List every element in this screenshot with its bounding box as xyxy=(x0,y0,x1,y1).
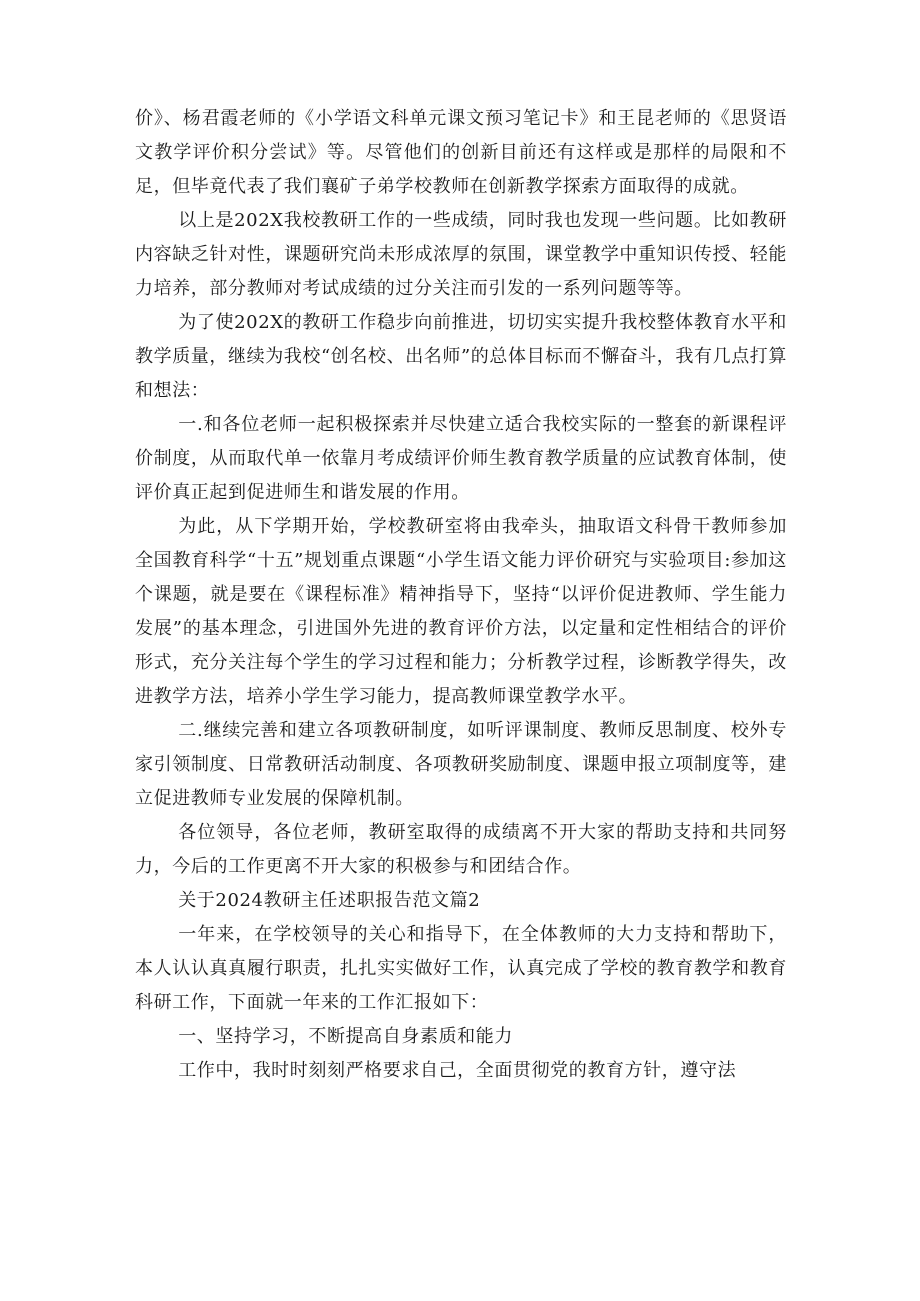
paragraph-plan-one: 一.和各位老师一起积极探索并尽快建立适合我校实际的一整套的新课程评价制度，从而取代单一依靠月考成绩评价师生教育教学质量的应试教育体制，使评价真正起到促进师生和谐发展的作用。 xyxy=(135,414,787,503)
section-heading: 关于2024教研主任述职报告范文篇2 xyxy=(178,890,481,911)
paragraph-plan-one-detail: 为此，从下学期开始，学校教研室将由我牵头，抽取语文科骨干教师参加全国教育科学“十五”规划重点课题“小学生语文能力评价研究与实验项目:参加这个课题，就是要在《课程标准》精神指导下，坚持“以评价促进教师、学生能力发展”的基本理念，引进国外先进的教育评价方法，以定量和定性相结合的评价形式，充分关注每个学生的学习过程和能力；分析教学过程，诊断教学得失，改进教学方法，培养小学生学习能力，提高教师课堂教学水平。 xyxy=(135,516,787,707)
paragraph-problems: 以上是202X我校教研工作的一些成绩，同时我也发现一些问题。比如教研内容缺乏针对性，课题研究尚未形成浓厚的氛围，课堂教学中重知识传授、轻能力培养，部分教师对考试成绩的过分关注而引发的一系列问题等等。 xyxy=(135,210,787,299)
paragraph-plans-intro: 为了使202X的教研工作稳步向前推进，切切实实提升我校整体教育水平和教学质量，继续为我校“创名校、出名师”的总体目标而不懈奋斗，我有几点打算和想法： xyxy=(135,312,788,401)
paragraph-intro-report-2: 一年来，在学校领导的关心和指导下，在全体教师的大力支持和帮助下，本人认认真真履行职责，扎扎实实做好工作，认真完成了学校的教育教学和教育科研工作，下面就一年来的工作汇报如下： xyxy=(135,924,787,1013)
paragraph-work-start: 工作中，我时时刻刻严格要求自己，全面贯彻党的教育方针，遵守法 xyxy=(178,1060,737,1081)
subsection-heading: 一、坚持学习，不断提高自身素质和能力 xyxy=(178,1026,513,1047)
document-body xyxy=(135,102,787,1088)
paragraph-closing: 各位领导，各位老师，教研室取得的成绩离不开大家的帮助支持和共同努力，今后的工作更离不开大家的积极参与和团结合作。 xyxy=(135,822,787,877)
paragraph-continued: 价》、杨君霞老师的《小学语文科单元课文预习笔记卡》和王昆老师的《思贤语文教学评价积分尝试》等。尽管他们的创新目前还有这样或是那样的局限和不足，但毕竟代表了我们襄矿子弟学校教师在创新教学探索方面取得的成就。 xyxy=(135,108,787,197)
paragraph-plan-two: 二.继续完善和建立各项教研制度，如听评课制度、教师反思制度、校外专家引领制度、日常教研活动制度、各项教研奖励制度、课题申报立项制度等，建立促进教师专业发展的保障机制。 xyxy=(135,720,787,809)
